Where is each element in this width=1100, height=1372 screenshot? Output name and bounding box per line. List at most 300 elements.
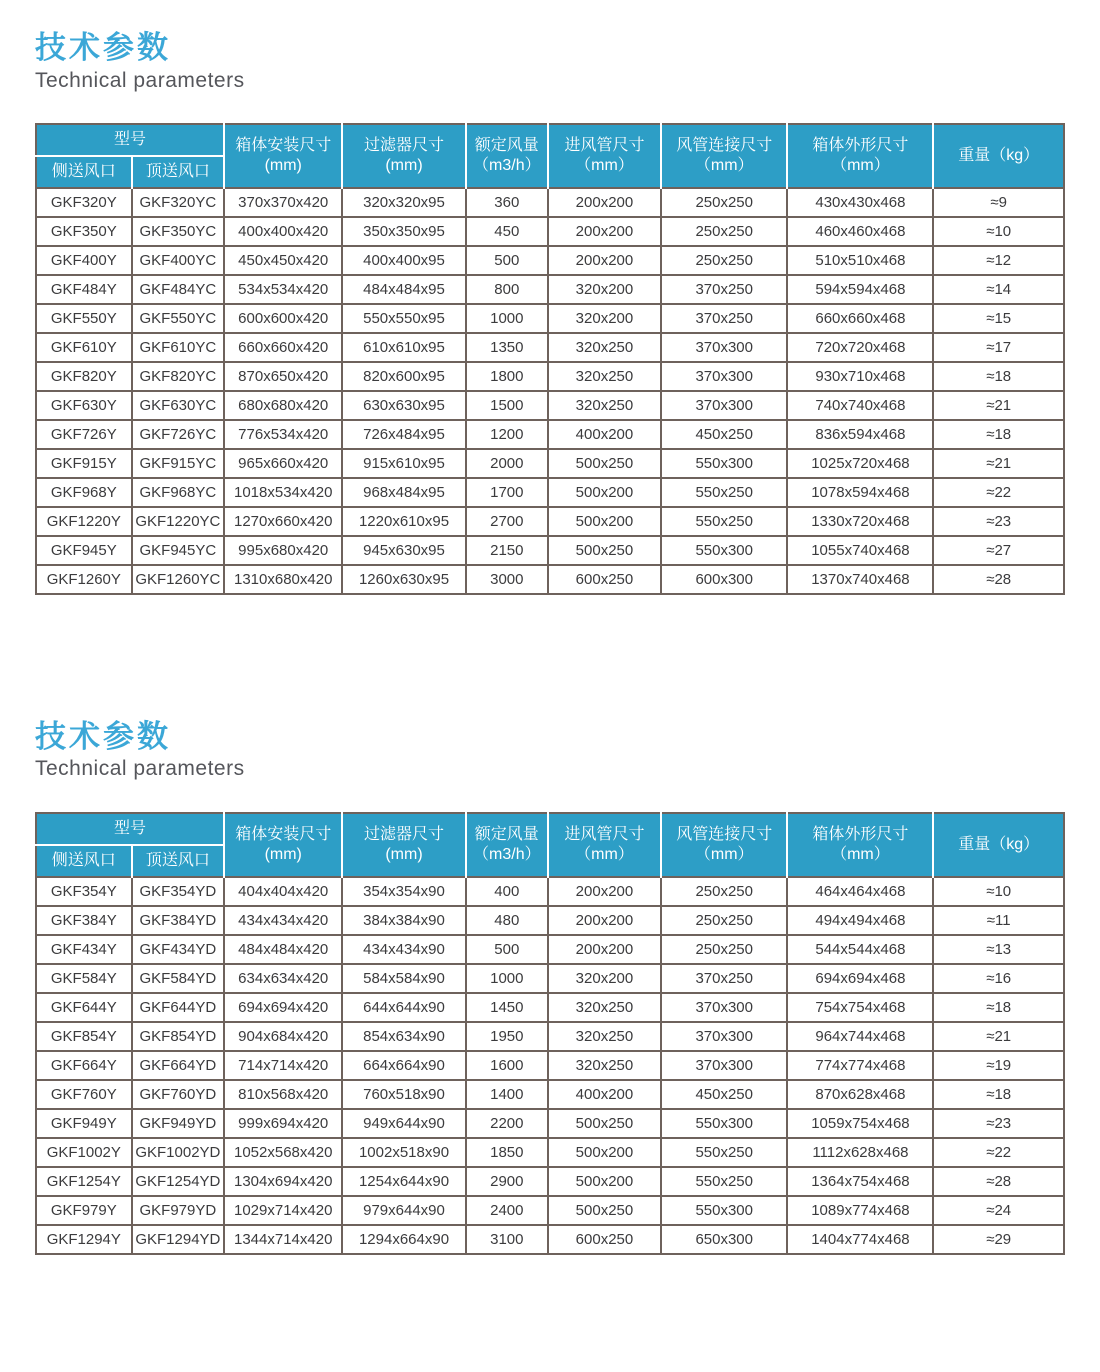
page-subtitle: Technical parameters xyxy=(35,757,245,781)
table-cell: 1330x720x468 xyxy=(787,507,933,536)
table-cell: 2000 xyxy=(466,449,548,478)
table-cell: 2200 xyxy=(466,1109,548,1138)
table-cell: 370x250 xyxy=(661,304,787,333)
table-cell: GKF610YC xyxy=(132,333,225,362)
table-cell: 484x484x95 xyxy=(342,275,465,304)
table-cell: 370x300 xyxy=(661,993,787,1022)
table-cell: GKF1002Y xyxy=(36,1138,132,1167)
table-cell: GKF320Y xyxy=(36,188,132,217)
table-row xyxy=(36,1080,1064,1109)
table-cell: 995x680x420 xyxy=(224,536,342,565)
header-model-sub: 顶送风口 xyxy=(132,845,225,877)
table-row xyxy=(36,993,1064,1022)
page-title: 技术参数 xyxy=(35,718,171,754)
table-cell: 430x430x468 xyxy=(787,188,933,217)
table-cell: 354x354x90 xyxy=(342,877,465,906)
table-cell: 450x450x420 xyxy=(224,246,342,275)
table-cell: GKF400YC xyxy=(132,246,225,275)
table-cell: GKF949Y xyxy=(36,1109,132,1138)
header-column: 进风管尺寸 （mm） xyxy=(548,813,661,877)
table-cell: 494x494x468 xyxy=(787,906,933,935)
table-cell: GKF1294YD xyxy=(132,1225,225,1254)
table-cell: 1055x740x468 xyxy=(787,536,933,565)
table-cell: ≈18 xyxy=(933,1080,1064,1109)
table-cell: ≈29 xyxy=(933,1225,1064,1254)
table-cell: 2400 xyxy=(466,1196,548,1225)
section-technical-parameters-2 xyxy=(35,719,1065,1255)
table-cell: GKF484Y xyxy=(36,275,132,304)
table-cell: ≈18 xyxy=(933,993,1064,1022)
header-column: 过滤器尺寸 (mm) xyxy=(342,124,465,188)
table-cell: 1310x680x420 xyxy=(224,565,342,594)
table-cell: 634x634x420 xyxy=(224,964,342,993)
table-cell: GKF350YC xyxy=(132,217,225,246)
table-cell: GKF350Y xyxy=(36,217,132,246)
table-cell: 200x200 xyxy=(548,906,661,935)
table-cell: 694x694x420 xyxy=(224,993,342,1022)
page-subtitle: Technical parameters xyxy=(35,68,245,92)
table-cell: ≈27 xyxy=(933,536,1064,565)
table-cell: GKF584YD xyxy=(132,964,225,993)
table-cell: ≈23 xyxy=(933,507,1064,536)
table-cell: 534x534x420 xyxy=(224,275,342,304)
table-cell: GKF550YC xyxy=(132,304,225,333)
header-column: 额定风量 （m3/h） xyxy=(466,124,548,188)
table-cell: 1025x720x468 xyxy=(787,449,933,478)
header-column: 重量（kg） xyxy=(933,124,1064,188)
header-column: 箱体安装尺寸 (mm) xyxy=(224,124,342,188)
table-cell: 1254x644x90 xyxy=(342,1167,465,1196)
table-cell: 2150 xyxy=(466,536,548,565)
table-cell: 714x714x420 xyxy=(224,1051,342,1080)
table-cell: 500x250 xyxy=(548,536,661,565)
table-cell: 1400 xyxy=(466,1080,548,1109)
table-cell: 320x250 xyxy=(548,1022,661,1051)
table-row xyxy=(36,420,1064,449)
table-cell: 949x644x90 xyxy=(342,1109,465,1138)
table-cell: 930x710x468 xyxy=(787,362,933,391)
table-cell: GKF434Y xyxy=(36,935,132,964)
table-cell: GKF760Y xyxy=(36,1080,132,1109)
table-cell: GKF854YD xyxy=(132,1022,225,1051)
table-cell: 370x300 xyxy=(661,1022,787,1051)
table-cell: 660x660x468 xyxy=(787,304,933,333)
table-cell: GKF979Y xyxy=(36,1196,132,1225)
table-cell: 810x568x420 xyxy=(224,1080,342,1109)
table-cell: 460x460x468 xyxy=(787,217,933,246)
table-cell: 400x400x95 xyxy=(342,246,465,275)
table-cell: GKF384Y xyxy=(36,906,132,935)
table-cell: 320x250 xyxy=(548,391,661,420)
table-cell: 320x250 xyxy=(548,1051,661,1080)
table-cell: 200x200 xyxy=(548,188,661,217)
table-cell: 1018x534x420 xyxy=(224,478,342,507)
table-cell: 630x630x95 xyxy=(342,391,465,420)
table-cell: 500x200 xyxy=(548,507,661,536)
table-cell: 500x200 xyxy=(548,1167,661,1196)
table-cell: GKF354YD xyxy=(132,877,225,906)
table-cell: 1350 xyxy=(466,333,548,362)
table-cell: ≈12 xyxy=(933,246,1064,275)
table-row xyxy=(36,1196,1064,1225)
table-cell: 760x518x90 xyxy=(342,1080,465,1109)
header-column: 额定风量 （m3/h） xyxy=(466,813,548,877)
table-cell: ≈23 xyxy=(933,1109,1064,1138)
table-cell: ≈17 xyxy=(933,333,1064,362)
table-row xyxy=(36,935,1064,964)
table-cell: 600x600x420 xyxy=(224,304,342,333)
header-model-group: 型号 xyxy=(36,813,224,845)
table-cell: 680x680x420 xyxy=(224,391,342,420)
table-cell: 550x250 xyxy=(661,478,787,507)
table-row xyxy=(36,507,1064,536)
table-cell: ≈9 xyxy=(933,188,1064,217)
table-cell: 600x300 xyxy=(661,565,787,594)
table-cell: 1304x694x420 xyxy=(224,1167,342,1196)
header-column: 风管连接尺寸 （mm） xyxy=(661,124,787,188)
table-cell: 250x250 xyxy=(661,935,787,964)
table-row xyxy=(36,478,1064,507)
table-cell: GKF915YC xyxy=(132,449,225,478)
table-cell: 1404x774x468 xyxy=(787,1225,933,1254)
table-row xyxy=(36,906,1064,935)
table-cell: 500x250 xyxy=(548,1196,661,1225)
table-cell: GKF820YC xyxy=(132,362,225,391)
table-cell: 370x250 xyxy=(661,964,787,993)
header-column: 箱体外形尺寸 （mm） xyxy=(787,124,933,188)
table-cell: ≈21 xyxy=(933,1022,1064,1051)
table-cell: GKF644Y xyxy=(36,993,132,1022)
table-cell: 464x464x468 xyxy=(787,877,933,906)
table-header xyxy=(36,813,1064,877)
header-model-sub: 侧送风口 xyxy=(36,156,132,188)
table-cell: 500x200 xyxy=(548,478,661,507)
table-cell: 915x610x95 xyxy=(342,449,465,478)
table-cell: 370x300 xyxy=(661,333,787,362)
table-row xyxy=(36,188,1064,217)
table-cell: 250x250 xyxy=(661,188,787,217)
table-cell: 434x434x420 xyxy=(224,906,342,935)
table-cell: 1344x714x420 xyxy=(224,1225,342,1254)
table-cell: 484x484x420 xyxy=(224,935,342,964)
table-cell: ≈10 xyxy=(933,217,1064,246)
table-cell: 1000 xyxy=(466,304,548,333)
table-cell: 384x384x90 xyxy=(342,906,465,935)
table-cell: 1500 xyxy=(466,391,548,420)
table-cell: GKF630YC xyxy=(132,391,225,420)
table-cell: ≈16 xyxy=(933,964,1064,993)
table-cell: ≈22 xyxy=(933,478,1064,507)
table-row xyxy=(36,217,1064,246)
table-cell: GKF949YD xyxy=(132,1109,225,1138)
table-cell: 500x200 xyxy=(548,1138,661,1167)
table-cell: GKF630Y xyxy=(36,391,132,420)
table-cell: 250x250 xyxy=(661,246,787,275)
table-cell: 550x300 xyxy=(661,449,787,478)
header-column: 进风管尺寸 （mm） xyxy=(548,124,661,188)
table-cell: 320x200 xyxy=(548,304,661,333)
table-cell: 510x510x468 xyxy=(787,246,933,275)
table-cell: GKF644YD xyxy=(132,993,225,1022)
header-column: 风管连接尺寸 （mm） xyxy=(661,813,787,877)
table-cell: 610x610x95 xyxy=(342,333,465,362)
spec-table xyxy=(35,812,1065,1255)
table-cell: 1850 xyxy=(466,1138,548,1167)
table-cell: GKF820Y xyxy=(36,362,132,391)
table-row xyxy=(36,536,1064,565)
table-cell: GKF484YC xyxy=(132,275,225,304)
table-cell: GKF1260YC xyxy=(132,565,225,594)
table-cell: 3000 xyxy=(466,565,548,594)
table-cell: 1002x518x90 xyxy=(342,1138,465,1167)
table-cell: 945x630x95 xyxy=(342,536,465,565)
table-cell: 1000 xyxy=(466,964,548,993)
table-cell: GKF945YC xyxy=(132,536,225,565)
table-cell: 1600 xyxy=(466,1051,548,1080)
table-cell: 404x404x420 xyxy=(224,877,342,906)
table-cell: 1364x754x468 xyxy=(787,1167,933,1196)
table-cell: GKF1220Y xyxy=(36,507,132,536)
table-cell: 650x300 xyxy=(661,1225,787,1254)
table-cell: ≈28 xyxy=(933,565,1064,594)
table-cell: 1260x630x95 xyxy=(342,565,465,594)
table-cell: 550x250 xyxy=(661,1167,787,1196)
table-cell: 450x250 xyxy=(661,1080,787,1109)
table-cell: 500 xyxy=(466,935,548,964)
table-cell: 450x250 xyxy=(661,420,787,449)
table-cell: 965x660x420 xyxy=(224,449,342,478)
table-cell: 450 xyxy=(466,217,548,246)
table-cell: GKF1254Y xyxy=(36,1167,132,1196)
table-cell: 320x250 xyxy=(548,993,661,1022)
table-cell: 250x250 xyxy=(661,217,787,246)
table-cell: 480 xyxy=(466,906,548,935)
table-cell: 200x200 xyxy=(548,246,661,275)
table-cell: 400x200 xyxy=(548,420,661,449)
table-cell: 720x720x468 xyxy=(787,333,933,362)
table-cell: ≈28 xyxy=(933,1167,1064,1196)
table-cell: 800 xyxy=(466,275,548,304)
table-cell: 979x644x90 xyxy=(342,1196,465,1225)
table-cell: 694x694x468 xyxy=(787,964,933,993)
table-cell: 870x650x420 xyxy=(224,362,342,391)
table-cell: ≈19 xyxy=(933,1051,1064,1080)
table-cell: GKF1254YD xyxy=(132,1167,225,1196)
table-cell: GKF664YD xyxy=(132,1051,225,1080)
table-row xyxy=(36,275,1064,304)
table-row xyxy=(36,1051,1064,1080)
table-cell: 1450 xyxy=(466,993,548,1022)
table-cell: 370x300 xyxy=(661,362,787,391)
table-cell: 370x370x420 xyxy=(224,188,342,217)
table-row xyxy=(36,964,1064,993)
table-cell: 776x534x420 xyxy=(224,420,342,449)
table-cell: GKF550Y xyxy=(36,304,132,333)
table-cell: 320x250 xyxy=(548,333,661,362)
table-cell: 550x300 xyxy=(661,1196,787,1225)
table-cell: ≈18 xyxy=(933,420,1064,449)
table-cell: GKF320YC xyxy=(132,188,225,217)
table-cell: 320x200 xyxy=(548,964,661,993)
table-row xyxy=(36,565,1064,594)
table-cell: GKF400Y xyxy=(36,246,132,275)
table-cell: 854x634x90 xyxy=(342,1022,465,1051)
table-cell: GKF584Y xyxy=(36,964,132,993)
table-cell: 584x584x90 xyxy=(342,964,465,993)
table-cell: 1294x664x90 xyxy=(342,1225,465,1254)
table-cell: 1270x660x420 xyxy=(224,507,342,536)
table-cell: ≈11 xyxy=(933,906,1064,935)
table-cell: ≈18 xyxy=(933,362,1064,391)
table-row xyxy=(36,391,1064,420)
table-row xyxy=(36,1022,1064,1051)
table-cell: 550x300 xyxy=(661,1109,787,1138)
table-cell: 370x300 xyxy=(661,1051,787,1080)
page-title: 技术参数 xyxy=(35,30,171,65)
header-column: 重量（kg） xyxy=(933,813,1064,877)
table-cell: 1700 xyxy=(466,478,548,507)
table-cell: ≈15 xyxy=(933,304,1064,333)
table-cell: GKF968YC xyxy=(132,478,225,507)
table-cell: 1370x740x468 xyxy=(787,565,933,594)
table-cell: 550x300 xyxy=(661,536,787,565)
table-cell: 250x250 xyxy=(661,906,787,935)
table-cell: 400x200 xyxy=(548,1080,661,1109)
table-cell: 544x544x468 xyxy=(787,935,933,964)
table-row xyxy=(36,1225,1064,1254)
table-cell: 370x300 xyxy=(661,391,787,420)
table-row xyxy=(36,449,1064,478)
table-row xyxy=(36,362,1064,391)
table-cell: 968x484x95 xyxy=(342,478,465,507)
table-cell: 836x594x468 xyxy=(787,420,933,449)
table-cell: 500x250 xyxy=(548,1109,661,1138)
table-cell: 1800 xyxy=(466,362,548,391)
table-cell: 964x744x468 xyxy=(787,1022,933,1051)
table-cell: 550x250 xyxy=(661,1138,787,1167)
table-cell: 1220x610x95 xyxy=(342,507,465,536)
table-cell: GKF1002YD xyxy=(132,1138,225,1167)
table-cell: 1029x714x420 xyxy=(224,1196,342,1225)
table-cell: GKF760YD xyxy=(132,1080,225,1109)
table-cell: 200x200 xyxy=(548,217,661,246)
table-row xyxy=(36,304,1064,333)
table-cell: 754x754x468 xyxy=(787,993,933,1022)
table-cell: GKF979YD xyxy=(132,1196,225,1225)
table-header xyxy=(36,124,1064,188)
table-cell: 664x664x90 xyxy=(342,1051,465,1080)
table-cell: GKF384YD xyxy=(132,906,225,935)
table-row xyxy=(36,877,1064,906)
table-cell: ≈13 xyxy=(933,935,1064,964)
table-cell: 2700 xyxy=(466,507,548,536)
table-cell: 1059x754x468 xyxy=(787,1109,933,1138)
table-cell: 594x594x468 xyxy=(787,275,933,304)
table-cell: 1112x628x468 xyxy=(787,1138,933,1167)
table-cell: ≈10 xyxy=(933,877,1064,906)
table-cell: GKF610Y xyxy=(36,333,132,362)
table-cell: 350x350x95 xyxy=(342,217,465,246)
table-cell: 434x434x90 xyxy=(342,935,465,964)
table-row xyxy=(36,1109,1064,1138)
table-cell: GKF664Y xyxy=(36,1051,132,1080)
table-cell: GKF726Y xyxy=(36,420,132,449)
table-cell: 1950 xyxy=(466,1022,548,1051)
table-cell: ≈22 xyxy=(933,1138,1064,1167)
table-row xyxy=(36,246,1064,275)
table-cell: 370x250 xyxy=(661,275,787,304)
table-cell: 250x250 xyxy=(661,877,787,906)
table-cell: 320x320x95 xyxy=(342,188,465,217)
table-cell: 999x694x420 xyxy=(224,1109,342,1138)
table-cell: 400x400x420 xyxy=(224,217,342,246)
table-cell: GKF434YD xyxy=(132,935,225,964)
table-cell: ≈14 xyxy=(933,275,1064,304)
table-cell: 550x250 xyxy=(661,507,787,536)
header-model-group: 型号 xyxy=(36,124,224,156)
table-row xyxy=(36,1138,1064,1167)
table-cell: 360 xyxy=(466,188,548,217)
table-cell: 726x484x95 xyxy=(342,420,465,449)
table-cell: 740x740x468 xyxy=(787,391,933,420)
table-cell: ≈24 xyxy=(933,1196,1064,1225)
table-cell: GKF915Y xyxy=(36,449,132,478)
table-cell: GKF1294Y xyxy=(36,1225,132,1254)
table-cell: 1089x774x468 xyxy=(787,1196,933,1225)
table-cell: 200x200 xyxy=(548,935,661,964)
table-cell: GKF1220YC xyxy=(132,507,225,536)
table-cell: 320x250 xyxy=(548,362,661,391)
table-cell: 200x200 xyxy=(548,877,661,906)
table-cell: 500 xyxy=(466,246,548,275)
table-cell: 400 xyxy=(466,877,548,906)
table-cell: 550x550x95 xyxy=(342,304,465,333)
section-technical-parameters-1 xyxy=(35,30,1065,595)
table-cell: 774x774x468 xyxy=(787,1051,933,1080)
table-cell: 1052x568x420 xyxy=(224,1138,342,1167)
table-cell: 904x684x420 xyxy=(224,1022,342,1051)
table-cell: 870x628x468 xyxy=(787,1080,933,1109)
table-cell: 1200 xyxy=(466,420,548,449)
table-cell: 600x250 xyxy=(548,1225,661,1254)
table-row xyxy=(36,1167,1064,1196)
table-cell: GKF968Y xyxy=(36,478,132,507)
table-cell: 500x250 xyxy=(548,449,661,478)
header-model-sub: 侧送风口 xyxy=(36,845,132,877)
table-cell: 600x250 xyxy=(548,565,661,594)
table-cell: ≈21 xyxy=(933,449,1064,478)
table-cell: 1078x594x468 xyxy=(787,478,933,507)
header-model-sub: 顶送风口 xyxy=(132,156,225,188)
table-cell: 660x660x420 xyxy=(224,333,342,362)
table-cell: GKF354Y xyxy=(36,877,132,906)
header-column: 箱体安装尺寸 (mm) xyxy=(224,813,342,877)
table-cell: 2900 xyxy=(466,1167,548,1196)
table-cell: 320x200 xyxy=(548,275,661,304)
table-cell: GKF854Y xyxy=(36,1022,132,1051)
table-cell: 644x644x90 xyxy=(342,993,465,1022)
table-cell: GKF726YC xyxy=(132,420,225,449)
table-cell: ≈21 xyxy=(933,391,1064,420)
header-column: 箱体外形尺寸 （mm） xyxy=(787,813,933,877)
table-row xyxy=(36,333,1064,362)
header-column: 过滤器尺寸 (mm) xyxy=(342,813,465,877)
table-cell: 820x600x95 xyxy=(342,362,465,391)
spec-table xyxy=(35,123,1065,595)
table-cell: GKF1260Y xyxy=(36,565,132,594)
table-cell: GKF945Y xyxy=(36,536,132,565)
table-cell: 3100 xyxy=(466,1225,548,1254)
